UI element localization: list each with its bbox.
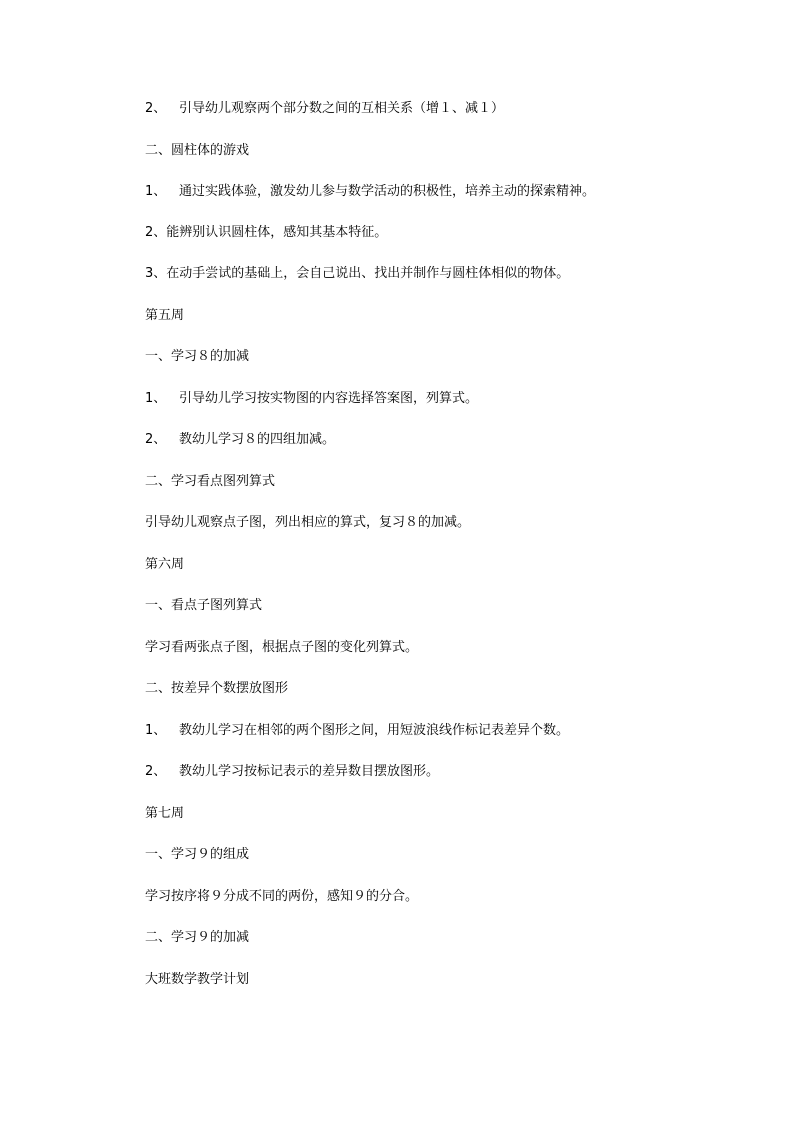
- line-text: 一、看点子图列算式: [145, 598, 263, 613]
- week-heading: [145, 307, 745, 325]
- paragraph: [145, 888, 745, 906]
- section-heading: [145, 142, 745, 160]
- section-heading: [145, 846, 745, 864]
- list-number: 1、: [145, 184, 167, 199]
- paragraph: [145, 514, 745, 532]
- line-text: 二、按差异个数摆放图形: [145, 681, 289, 696]
- line-text: 一、学习８的加减: [145, 349, 250, 364]
- list-number: 2、: [145, 101, 167, 116]
- list-item: [145, 390, 745, 408]
- line-text: 引导幼儿学习按实物图的内容选择答案图，列算式。: [179, 391, 479, 406]
- line-text: 引导幼儿观察两个部分数之间的互相关系（增１、减１）: [179, 101, 505, 116]
- section-heading: [145, 473, 745, 491]
- list-item: [145, 722, 745, 740]
- section-heading: [145, 929, 745, 947]
- line-text: 教幼儿学习按标记表示的差异数目摆放图形。: [179, 764, 440, 779]
- line-text: 教幼儿学习在相邻的两个图形之间，用短波浪线作标记表差异个数。: [179, 723, 570, 738]
- line-text: 3、在动手尝试的基础上，会自己说出、找出并制作与圆柱体相似的物体。: [145, 266, 570, 281]
- list-number: 2、: [145, 432, 167, 447]
- list-number: 1、: [145, 391, 167, 406]
- line-text: 第七周: [145, 806, 185, 821]
- line-text: 二、学习９的加减: [145, 930, 250, 945]
- list-item: [145, 183, 745, 201]
- line-text: 引导幼儿观察点子图，列出相应的算式，复习８的加减。: [145, 515, 471, 530]
- list-item: [145, 265, 745, 283]
- section-heading: [145, 680, 745, 698]
- list-item: [145, 431, 745, 449]
- line-text: 大班数学教学计划: [145, 972, 250, 987]
- list-item: [145, 224, 745, 242]
- line-text: 第六周: [145, 557, 185, 572]
- line-text: 一、学习９的组成: [145, 847, 250, 862]
- list-item: [145, 100, 745, 118]
- line-text: 学习看两张点子图，根据点子图的变化列算式。: [145, 640, 419, 655]
- section-heading: [145, 348, 745, 366]
- section-heading: [145, 597, 745, 615]
- week-heading: [145, 805, 745, 823]
- week-heading: [145, 556, 745, 574]
- line-text: 教幼儿学习８的四组加减。: [179, 432, 336, 447]
- line-text: 通过实践体验，激发幼儿参与数学活动的积极性，培养主动的探索精神。: [179, 184, 596, 199]
- line-text: 第五周: [145, 308, 185, 323]
- document-title: [145, 971, 745, 989]
- paragraph: [145, 639, 745, 657]
- line-text: 二、圆柱体的游戏: [145, 143, 250, 158]
- line-text: 2、能辨别认识圆柱体，感知其基本特征。: [145, 225, 388, 240]
- list-number: 2、: [145, 764, 167, 779]
- line-text: 二、学习看点图列算式: [145, 474, 276, 489]
- list-number: 1、: [145, 723, 167, 738]
- line-text: 学习按序将９分成不同的两份，感知９的分合。: [145, 889, 419, 904]
- list-item: [145, 763, 745, 781]
